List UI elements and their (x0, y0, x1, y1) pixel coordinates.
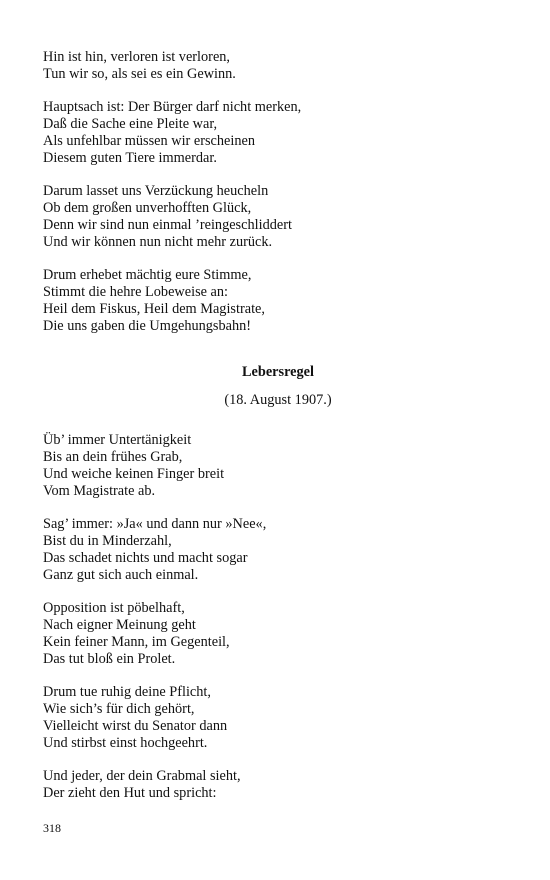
verse-line: Nach eigner Meinung geht (43, 617, 196, 633)
poem-title: Lebersregel (242, 364, 314, 380)
stanza (43, 432, 513, 500)
stanza (43, 516, 513, 584)
verse-line: Als unfehlbar müssen wir erscheinen (43, 133, 256, 149)
verse-line: Das tut bloß ein Prolet. (43, 651, 176, 667)
verse-line: Wie sich’s für dich gehört, (43, 701, 195, 717)
verse-line: Das schadet nichts und macht sogar (43, 550, 248, 566)
verse-line: Vielleicht wirst du Senator dann (43, 718, 228, 734)
verse-line: Hin ist hin, verloren ist verloren, (43, 49, 231, 65)
verse-line: Drum erhebet mächtig eure Stimme, (43, 267, 252, 283)
verse-line: Vom Magistrate ab. (43, 483, 156, 499)
verse-line: Kein feiner Mann, im Gegenteil, (43, 634, 230, 650)
verse-line: Die uns gaben die Umgehungsbahn! (43, 318, 252, 334)
stanza (43, 99, 513, 167)
verse-line: Opposition ist pöbelhaft, (43, 600, 185, 616)
verse-line: Sag’ immer: »Ja« und dann nur »Nee«, (43, 516, 267, 532)
verse-line: Denn wir sind nun einmal ’reingeschliddert (43, 217, 292, 233)
verse-line: Stimmt die hehre Lobeweise an: (43, 284, 229, 300)
verse-line: Und wir können nun nicht mehr zurück. (43, 234, 273, 250)
stanza (43, 183, 513, 251)
verse-line: Üb’ immer Untertänigkeit (43, 432, 192, 448)
poem-date: (18. August 1907.) (224, 392, 332, 408)
stanza (43, 49, 513, 83)
stanza (43, 600, 513, 668)
verse-line: Hauptsach ist: Der Bürger darf nicht merken, (43, 99, 302, 115)
book-page (43, 49, 513, 802)
page-number: 318 (43, 821, 61, 835)
verse-line: Ganz gut sich auch einmal. (43, 567, 199, 583)
verse-line: Tun wir so, als sei es ein Gewinn. (43, 66, 236, 82)
verse-line: Ob dem großen unverhofften Glück, (43, 200, 252, 216)
verse-line: Darum lasset uns Verzückung heucheln (43, 183, 269, 199)
stanza (43, 267, 513, 335)
verse-line: Diesem guten Tiere immerdar. (43, 150, 217, 166)
verse-line: Bist du in Minderzahl, (43, 533, 172, 549)
verse-line: Und jeder, der dein Grabmal sieht, (43, 768, 241, 784)
stanza (43, 684, 513, 752)
verse-line: Bis an dein frühes Grab, (43, 449, 183, 465)
verse-line: Und weiche keinen Finger breit (43, 466, 225, 482)
verse-line: Und stirbst einst hochgeehrt. (43, 735, 208, 751)
verse-line: Daß die Sache eine Pleite war, (43, 116, 218, 132)
verse-line: Heil dem Fiskus, Heil dem Magistrate, (43, 301, 265, 317)
verse-line: Drum tue ruhig deine Pflicht, (43, 684, 211, 700)
verse-line: Der zieht den Hut und spricht: (43, 785, 217, 801)
poem-1 (43, 49, 513, 335)
stanza (43, 768, 513, 802)
poem-2 (43, 432, 513, 802)
